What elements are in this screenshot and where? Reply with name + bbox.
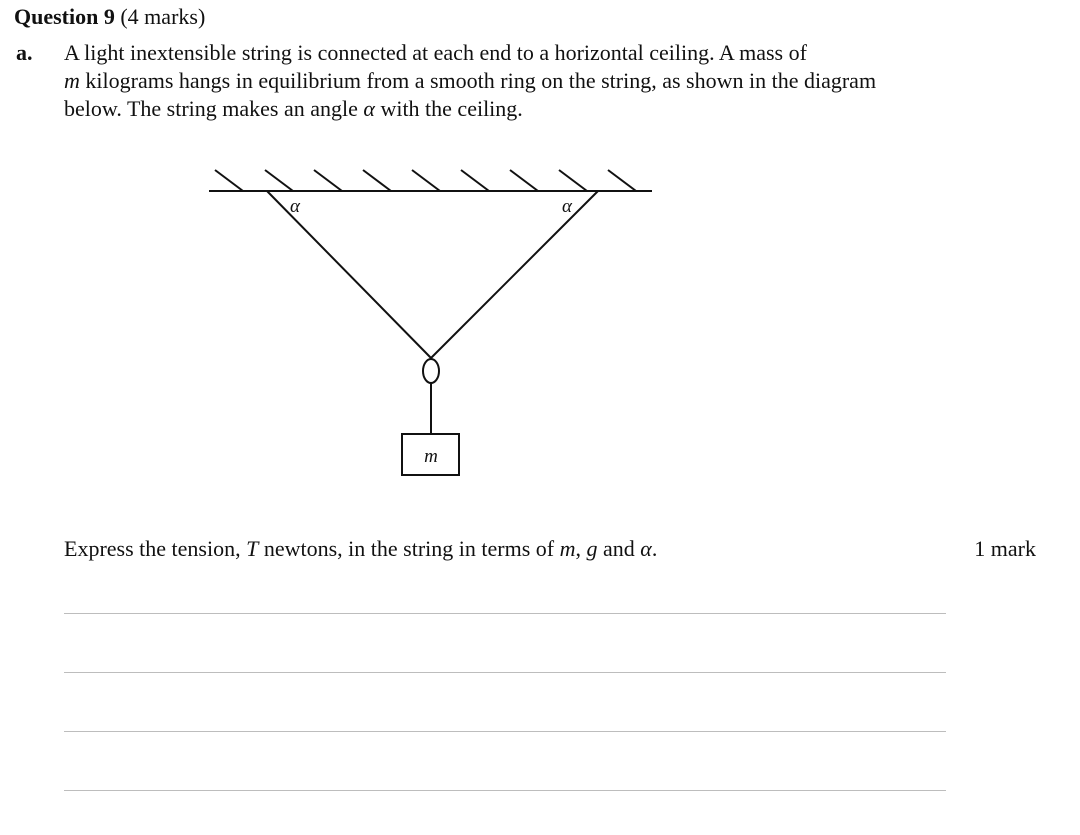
smooth-ring bbox=[423, 359, 439, 383]
prompt-mid: newtons, in the string in terms of bbox=[258, 536, 560, 561]
var-alpha-prompt: α bbox=[640, 536, 652, 561]
para-line-3-pre: below. The string makes an angle bbox=[64, 96, 364, 121]
para-line-3-post: with the ceiling. bbox=[374, 96, 523, 121]
prompt-pre: Express the tension, bbox=[64, 536, 247, 561]
prompt-and: and bbox=[597, 536, 641, 561]
ceiling-hatching bbox=[215, 170, 636, 191]
var-T: T bbox=[246, 536, 259, 561]
var-m: m bbox=[64, 68, 80, 93]
angle-label-right: α bbox=[562, 196, 572, 217]
answer-line-1[interactable] bbox=[64, 613, 946, 614]
prompt-end: . bbox=[651, 536, 658, 561]
angle-label-left: α bbox=[290, 196, 300, 217]
mark-allocation: 1 mark bbox=[974, 536, 1036, 561]
para-line-1: A light inextensible string is connected at each end to a horizontal ceiling. A mass of bbox=[64, 40, 807, 65]
question-marks: (4 marks) bbox=[120, 4, 206, 29]
question-prompt bbox=[64, 536, 657, 562]
answer-line-4[interactable] bbox=[64, 790, 946, 791]
para-line-2-text: kilograms hangs in equilibrium from a smooth ring on the string, as shown in the diagram bbox=[79, 68, 877, 93]
answer-line-3[interactable] bbox=[64, 731, 946, 732]
part-label: a. bbox=[16, 40, 33, 65]
answer-line-2[interactable] bbox=[64, 672, 946, 673]
prompt-comma: , bbox=[575, 536, 587, 561]
question-label: Question 9 bbox=[14, 4, 115, 29]
var-alpha: α bbox=[363, 96, 375, 121]
right-string bbox=[431, 191, 598, 358]
var-g: g bbox=[586, 536, 598, 561]
mass-label: m bbox=[424, 446, 438, 467]
var-m-prompt: m bbox=[559, 536, 576, 561]
